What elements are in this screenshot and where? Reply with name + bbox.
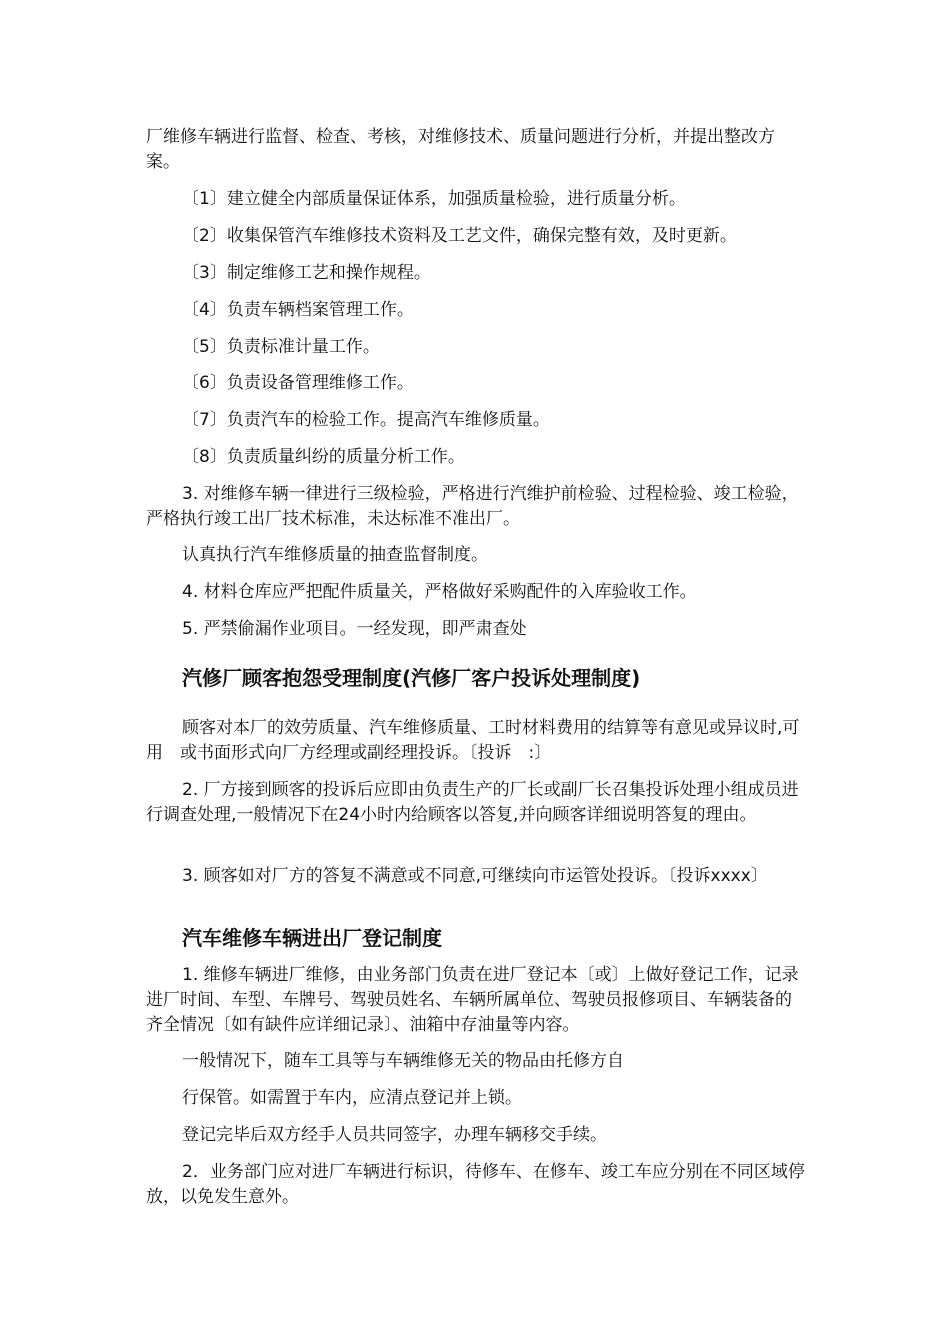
paragraph: 1. 维修车辆进厂维修，由业务部门负责在进厂登记本〔或〕上做好登记工作，记录进厂时间、车型、车牌号、驾驶员姓名、车辆所属单位、驾驶员报修项目、车辆装备的齐全情况〔如有缺件应详细记录〕、油箱中存油量等内容。 <box>146 965 799 1035</box>
paragraph: 厂维修车辆进行监督、检查、考核，对维修技术、质量问题进行分析，并提出整改方案。 <box>146 127 775 172</box>
paragraph: 4. 材料仓库应严把配件质量关，严格做好采购配件的入库验收工作。 <box>182 582 697 602</box>
paragraph: 2. 厂方接到顾客的投诉后应即由负责生产的厂长或副厂长召集投诉处理小组成员进行调查处理,一般情况下在24小时内给顾客以答复,并向顾客详细说明答复的理由。 <box>146 780 799 825</box>
paragraph: 5. 严禁偷漏作业项目。一经发现，即严肃查处 <box>182 619 527 639</box>
paragraph: 3. 顾客如对厂方的答复不满意或不同意,可继续向市运管处投诉。〔投诉xxxx〕 <box>182 866 768 886</box>
list-item: 〔7〕负责汽车的检验工作。提高汽车维修质量。 <box>182 410 550 430</box>
section-heading: 汽修厂顾客抱怨受理制度(汽修厂客户投诉处理制度) <box>182 666 641 690</box>
list-item: 〔4〕负责车辆档案管理工作。 <box>182 300 414 320</box>
paragraph: 3. 对维修车辆一律进行三级检验，严格进行汽维护前检验、过程检验、竣工检验，严格执行竣工出厂技术标准，未达标准不准出厂。 <box>146 484 799 529</box>
list-item: 〔1〕建立健全内部质量保证体系，加强质量检验，进行质量分析。 <box>182 189 686 209</box>
list-item: 〔5〕负责标准计量工作。 <box>182 337 380 357</box>
paragraph: 顾客对本厂的效劳质量、汽车维修质量、工时材料费用的结算等有意见或异议时,可用 或书面形式向厂方经理或副经理投诉。〔投诉 :〕 <box>146 718 800 763</box>
list-item: 〔6〕负责设备管理维修工作。 <box>182 373 414 393</box>
paragraph: 登记完毕后双方经手人员共同签字，办理车辆移交手续。 <box>182 1125 607 1145</box>
list-item: 〔3〕制定维修工艺和操作规程。 <box>182 263 431 283</box>
paragraph: 认真执行汽车维修质量的抽查监督制度。 <box>182 545 488 565</box>
paragraph: 行保管。如需置于车内，应清点登记并上锁。 <box>182 1088 522 1108</box>
section-heading: 汽车维修车辆进出厂登记制度 <box>182 926 442 950</box>
list-item: 〔8〕负责质量纠纷的质量分析工作。 <box>182 447 465 467</box>
paragraph: 2．业务部门应对进厂车辆进行标识，待修车、在修车、竣工车应分别在不同区域停放，以免发生意外。 <box>146 1162 805 1207</box>
list-item: 〔2〕收集保管汽车维修技术资料及工艺文件，确保完整有效，及时更新。 <box>182 226 737 246</box>
paragraph: 一般情况下，随车工具等与车辆维修无关的物品由托修方自 <box>182 1051 624 1071</box>
